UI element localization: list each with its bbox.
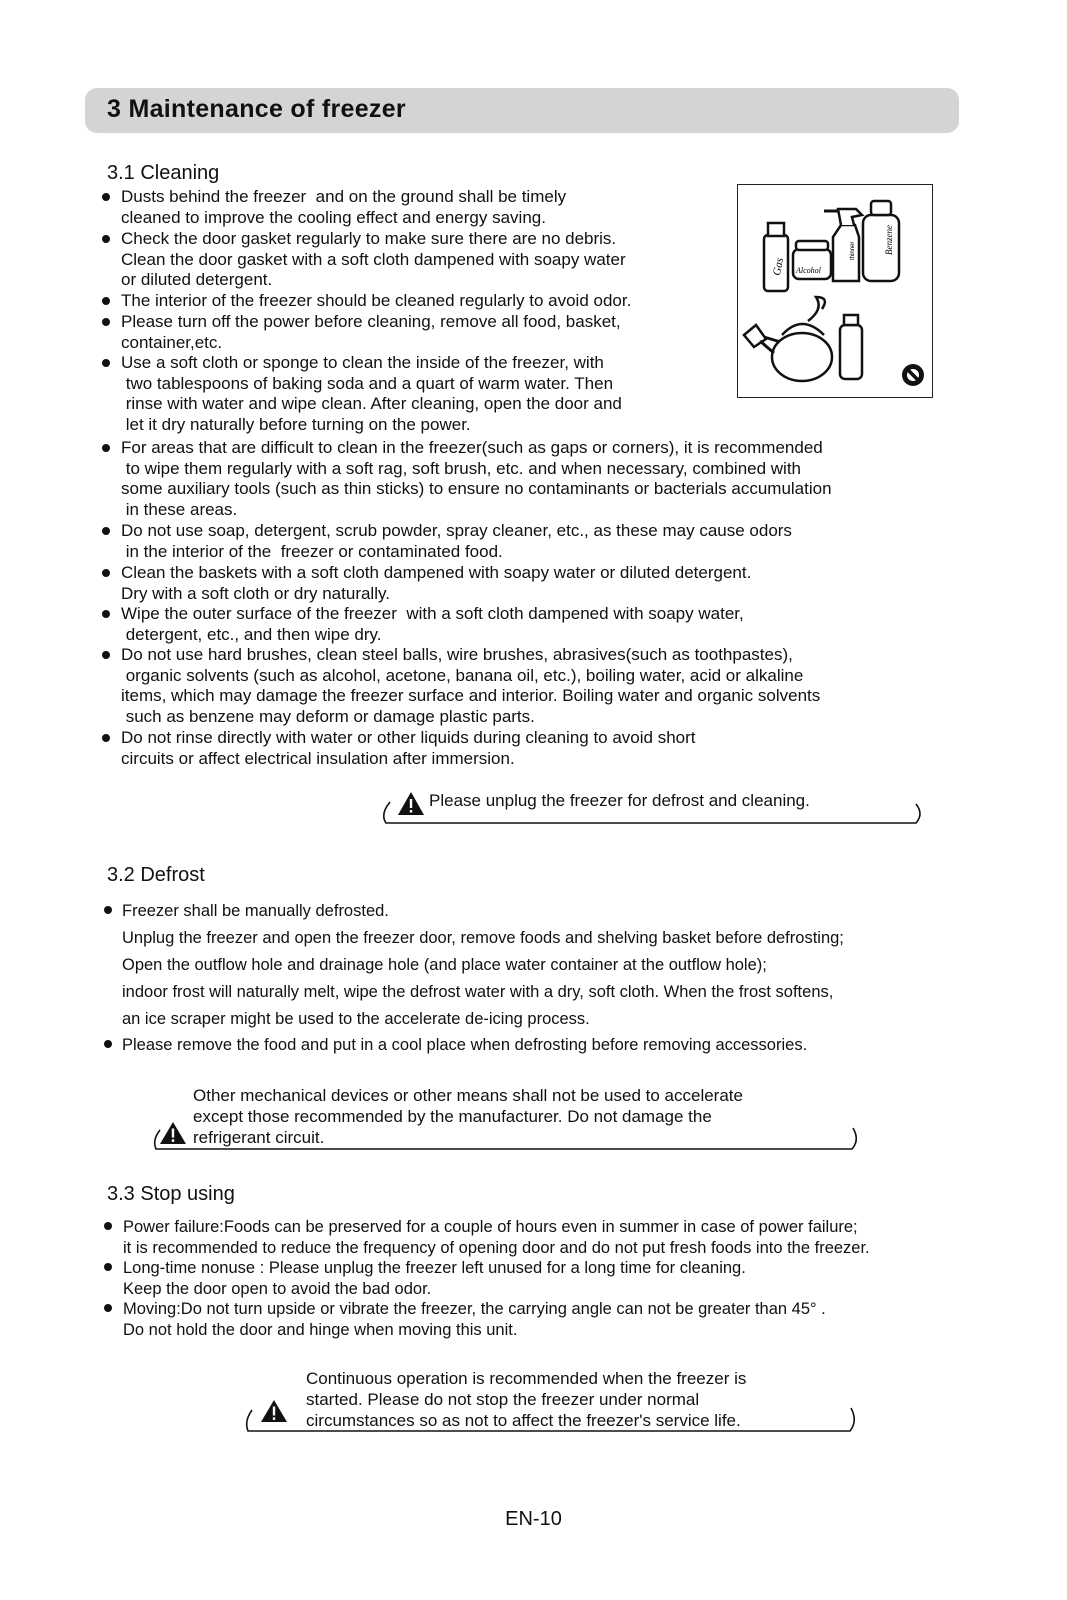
thinner-label: thinner (850, 241, 856, 260)
bullet-dot (102, 318, 110, 326)
cleaning-bullet-9: Wipe the outer surface of the freezer with a soft cloth dampened with soapy water, detergent, etc., and then wipe dry. (121, 604, 744, 644)
bullet-dot (102, 527, 110, 535)
page-number: EN-10 (505, 1508, 562, 1530)
stop-using-bullet-1: Power failure:Foods can be preserved for a couple of hours even in summer in case of power failure; it is recommended to reduce the frequency of opening door and do not put fresh foods into the freezer. (123, 1218, 870, 1257)
section-banner (85, 88, 959, 133)
bullet-dot (102, 235, 110, 243)
defrost-heading: 3.2 Defrost (107, 864, 205, 886)
cleaning-bullet-8: Clean the baskets with a soft cloth dampened with soapy water or diluted detergent. Dry with a soft cloth or dry naturally. (121, 563, 752, 603)
benzene-label: Benzene (884, 225, 894, 255)
warning-triangle-icon (261, 1400, 287, 1422)
cleaning-bullet-3: The interior of the freezer should be cleaned regularly to avoid odor. (121, 291, 632, 310)
unplug-warning-text: Please unplug the freezer for defrost and cleaning. (429, 791, 810, 810)
bullet-dot (102, 569, 110, 577)
section-title: 3 Maintenance of freezer (107, 95, 406, 123)
gas-label: Gas (771, 256, 786, 277)
cleaners-drawing (738, 185, 932, 397)
bullet-dot (102, 734, 110, 742)
bullet-dot (104, 1263, 112, 1271)
bullet-dot (102, 297, 110, 305)
cleaning-bullet-5: Use a soft cloth or sponge to clean the inside of the freezer, with two tablespoons of baking soda and a quart of warm water. Then rinse with water and wipe clean. After cleaning, open the door and let it dry naturally before turning on the power. (121, 353, 622, 435)
alcohol-label: Alcohol (796, 266, 821, 275)
cleaning-heading: 3.1 Cleaning (107, 162, 220, 184)
prohibited-icon (902, 364, 924, 386)
bullet-dot (102, 444, 110, 452)
cleaning-bullet-10: Do not use hard brushes, clean steel balls, wire brushes, abrasives(such as toothpastes), organic solvents (such as alcohol, acetone, banana oil, etc.), boiling water, acid or alkaline items, which may damage the freezer surface and interior. Boiling water and organic solvents such as benzene may deform or damage plastic parts. (121, 645, 821, 727)
bullet-dot (102, 359, 110, 367)
warning-triangle-icon (160, 1122, 186, 1144)
bullet-dot (104, 906, 112, 914)
defrost-bullet-2: Please remove the food and put in a cool place when defrosting before removing accessories. (122, 1036, 808, 1054)
defrost-bullet-1: Freezer shall be manually defrosted. Unplug the freezer and open the freezer door, remove foods and shelving basket before defrosting; Open the outflow hole and drainage hole (and place water container at the outflow hole); indoor frost will naturally melt, wipe the defrost water with a dry, soft cloth. When the frost softens, an ice scraper might be used to the accelerate de-icing process. (122, 902, 844, 1028)
warning-triangle-icon (398, 792, 424, 815)
cleaning-bullet-1: Dusts behind the freezer and on the ground shall be timely cleaned to improve the cooling effect and energy saving. (121, 187, 567, 227)
prohibited-cleaners-illustration (737, 184, 933, 398)
cleaning-bullet-7: Do not use soap, detergent, scrub powder, spray cleaner, etc., as these may cause odors in the interior of the freezer or contaminated food. (121, 521, 792, 561)
stop-using-bullet-2: Long-time nonuse : Please unplug the freezer left unused for a long time for cleaning. Keep the door open to avoid the bad odor. (123, 1259, 746, 1298)
cleaning-bullet-4: Please turn off the power before cleaning, remove all food, basket, container,etc. (121, 312, 621, 352)
defrost-warning-text: Other mechanical devices or other means shall not be used to accelerate except those recommended by the manufacturer. Do not damage the refrigerant circuit. (193, 1086, 743, 1147)
bullet-dot (102, 610, 110, 618)
bullet-dot (102, 651, 110, 659)
cleaning-bullet-11: Do not rinse directly with water or other liquids during cleaning to avoid short circuits or affect electrical insulation after immersion. (121, 728, 696, 768)
stop-using-heading: 3.3 Stop using (107, 1183, 235, 1205)
bullet-dot (104, 1222, 112, 1230)
service-life-warning-text: Continuous operation is recommended when the freezer is started. Please do not stop the freezer under normal circumstances so as not to affect the freezer's service life. (306, 1369, 747, 1430)
stop-using-bullet-3: Moving:Do not turn upside or vibrate the freezer, the carrying angle can not be greater than 45° . Do not hold the door and hinge when moving this unit. (123, 1300, 826, 1339)
bullet-dot (104, 1304, 112, 1312)
cleaning-bullet-6: For areas that are difficult to clean in the freezer(such as gaps or corners), it is recommended to wipe them regularly with a soft rag, soft brush, etc. and when necessary, combined with some auxiliary tools (such as thin sticks) to ensure no contaminants or bacterials accumulation in these areas. (121, 438, 832, 520)
bullet-dot (104, 1040, 112, 1048)
cleaning-bullet-2: Check the door gasket regularly to make sure there are no debris. Clean the door gasket with a soft cloth dampened with soapy water or diluted detergent. (121, 229, 626, 290)
bullet-dot (102, 193, 110, 201)
